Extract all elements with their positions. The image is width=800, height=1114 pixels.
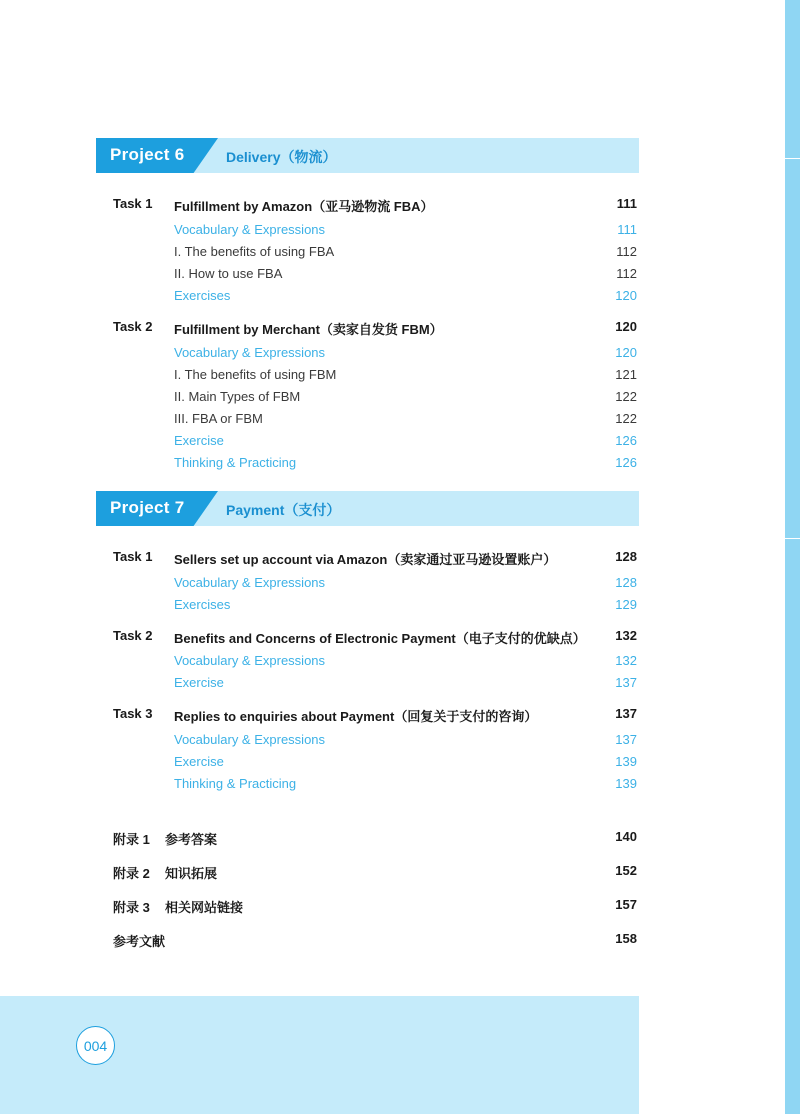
item-text: Vocabulary & Expressions — [174, 345, 326, 360]
page-number: 158 — [615, 931, 637, 946]
toc-item-row[interactable] — [113, 653, 637, 671]
page-number: 120 — [615, 345, 637, 360]
appendix-label: 附录 3 — [113, 900, 150, 915]
page-number: 132 — [615, 653, 637, 668]
toc-item-row[interactable] — [113, 776, 637, 794]
toc-appendix-row[interactable] — [113, 931, 637, 949]
item-text: II. Main Types of FBM — [174, 389, 301, 404]
item-text: II. How to use FBA — [174, 266, 283, 281]
toc-item-row[interactable] — [113, 411, 637, 429]
task-label: Task 3 — [113, 706, 153, 721]
page-number: 112 — [616, 266, 637, 281]
toc-task-row[interactable] — [113, 196, 637, 214]
item-text: Thinking & Practicing — [174, 455, 297, 470]
toc-item-row[interactable] — [113, 367, 637, 385]
toc-task-row[interactable] — [113, 549, 637, 567]
toc-item-row[interactable] — [113, 389, 637, 407]
toc-appendix-row[interactable] — [113, 829, 637, 847]
page-number: 152 — [615, 863, 637, 878]
page-number: 121 — [615, 367, 637, 382]
toc-item-row[interactable] — [113, 266, 637, 284]
item-text: I. The benefits of using FBA — [174, 244, 335, 259]
toc-task-row[interactable] — [113, 319, 637, 337]
project-7-label: Project 7 — [110, 498, 185, 517]
toc-item-row[interactable] — [113, 288, 637, 306]
task-title: Fulfillment by Merchant（卖家自发货 FBM） — [174, 322, 443, 337]
item-text: Thinking & Practicing — [174, 776, 297, 791]
task-label: Task 2 — [113, 628, 153, 643]
page-number: 140 — [615, 829, 637, 844]
toc-appendix-row[interactable] — [113, 863, 637, 881]
toc-item-row[interactable] — [113, 455, 637, 473]
task-label: Task 1 — [113, 196, 153, 211]
side-divider-line — [785, 158, 800, 159]
page-number-badge: 004 — [76, 1026, 115, 1065]
item-text: I. The benefits of using FBM — [174, 367, 337, 382]
toc-item-row[interactable] — [113, 732, 637, 750]
page-number: 120 — [615, 288, 637, 303]
project-7-title: Payment（支付） — [226, 502, 341, 518]
toc-item-row[interactable] — [113, 244, 637, 262]
page-number: 122 — [615, 389, 637, 404]
toc-appendix-row[interactable] — [113, 897, 637, 915]
appendix-title: 相关网站链接 — [165, 900, 244, 915]
page-number: 137 — [615, 675, 637, 690]
appendix-label: 附录 1 — [113, 832, 150, 847]
page-number: 132 — [615, 628, 637, 643]
appendix-label: 附录 2 — [113, 866, 150, 881]
page-number: 126 — [615, 455, 637, 470]
page-number: 137 — [615, 732, 637, 747]
side-decoration-strip — [785, 0, 800, 1114]
toc-item-row[interactable] — [113, 433, 637, 451]
task-title: Benefits and Concerns of Electronic Payment（电子支付的优缺点） — [174, 631, 586, 646]
task-label: Task 2 — [113, 319, 153, 334]
toc-item-row[interactable] — [113, 345, 637, 363]
toc-item-row[interactable] — [113, 575, 637, 593]
item-text: Exercise — [174, 675, 224, 690]
appendix-title: 知识拓展 — [165, 866, 218, 881]
appendix-label: 参考文献 — [113, 934, 166, 949]
task-title: Fulfillment by Amazon（亚马逊物流 FBA） — [174, 199, 434, 214]
task-title: Sellers set up account via Amazon（卖家通过亚马逊设置账户） — [174, 552, 557, 567]
item-text: Exercise — [174, 433, 224, 448]
toc-item-row[interactable] — [113, 754, 637, 772]
page-number: 128 — [615, 575, 637, 590]
item-text: III. FBA or FBM — [174, 411, 263, 426]
project-6-title: Delivery（物流） — [226, 149, 337, 165]
page-number: 122 — [615, 411, 637, 426]
project-7-header — [96, 491, 639, 526]
page-number: 139 — [615, 776, 637, 791]
page-number: 111 — [616, 196, 637, 211]
toc-item-row[interactable] — [113, 675, 637, 693]
page-number: 157 — [615, 897, 637, 912]
toc-task-row[interactable] — [113, 628, 637, 646]
item-text: Exercises — [174, 597, 231, 612]
task-title: Replies to enquiries about Payment（回复关于支付的咨询） — [174, 709, 538, 724]
item-text: Exercise — [174, 754, 224, 769]
appendix-title: 参考答案 — [165, 832, 218, 847]
item-text: Vocabulary & Expressions — [174, 732, 326, 747]
toc-task-row[interactable] — [113, 706, 637, 724]
page-number: 126 — [615, 433, 637, 448]
task-label: Task 1 — [113, 549, 153, 564]
item-text: Vocabulary & Expressions — [174, 222, 326, 237]
item-text: Exercises — [174, 288, 231, 303]
toc-item-row[interactable] — [113, 222, 637, 240]
side-divider-line — [785, 538, 800, 539]
page-number: 120 — [615, 319, 637, 334]
page-number: 111 — [617, 222, 637, 237]
page-number: 128 — [615, 549, 637, 564]
page-number: 129 — [615, 597, 637, 612]
item-text: Vocabulary & Expressions — [174, 653, 326, 668]
page-number: 139 — [615, 754, 637, 769]
page-number: 137 — [615, 706, 637, 721]
project-6-label: Project 6 — [110, 145, 185, 164]
item-text: Vocabulary & Expressions — [174, 575, 326, 590]
project-6-header — [96, 138, 639, 173]
toc-item-row[interactable] — [113, 597, 637, 615]
page-number: 112 — [616, 244, 637, 259]
